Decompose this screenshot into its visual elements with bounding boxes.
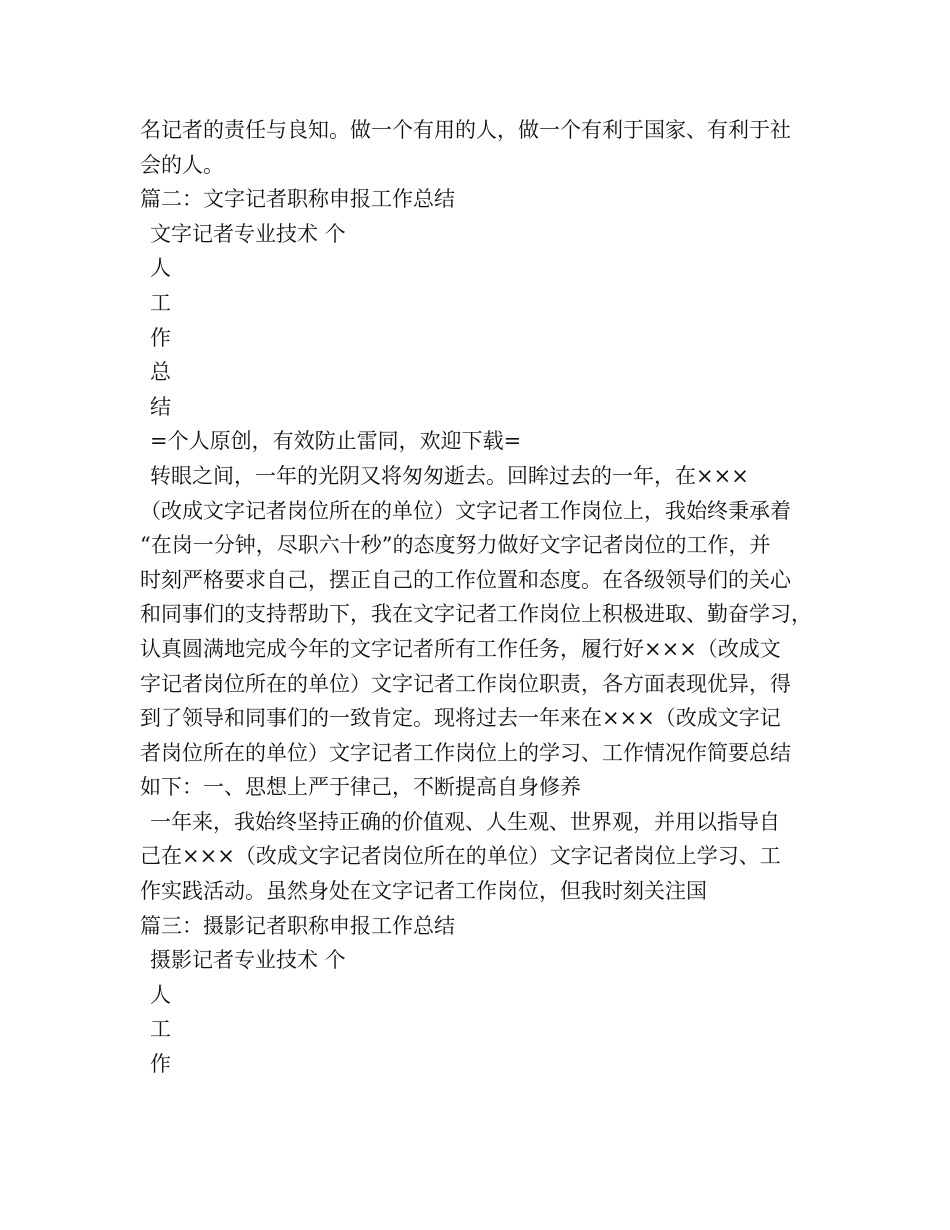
text-line: 结 (150, 394, 171, 419)
text-line: 工 (150, 1017, 171, 1042)
text-line: 时刻严格要求自己，摆正自己的工作位置和态度。在各级领导们的关心 (140, 567, 791, 592)
text-line: 文字记者专业技术 个 (150, 221, 346, 246)
text-line: 总 (150, 360, 171, 385)
section-heading: 篇二：文字记者职称申报工作总结 (140, 187, 455, 212)
text-line: 转眼之间，一年的光阴又将匆匆逝去。回眸过去的一年，在××× (150, 463, 749, 488)
text-line: 工 (150, 290, 171, 315)
text-line: 到了领导和同事们的一致肯定。现将过去一年来在×××（改成文字记 (140, 706, 781, 731)
text-line: 己在×××（改成文字记者岗位所在的单位）文字记者岗位上学习、工 (140, 844, 781, 869)
text-line: 人 (150, 982, 171, 1007)
text-line: 作 (150, 325, 171, 350)
text-line: 名记者的责任与良知。做一个有用的人，做一个有利于国家、有利于社 (140, 118, 791, 142)
text-line: “在岗一分钟，尽职六十秒”的态度努力做好文字记者岗位的工作，并 (140, 533, 771, 558)
text-line: 摄影记者专业技术 个 (150, 948, 346, 973)
text-line: 作 (150, 1052, 171, 1077)
text-line: 者岗位所在的单位）文字记者工作岗位上的学习、工作情况作简要总结 (140, 740, 791, 765)
text-line: 字记者岗位所在的单位）文字记者工作岗位职责，各方面表现优异，得 (140, 671, 791, 696)
text-line: =个人原创，有效防止雷同，欢迎下载= (150, 429, 522, 454)
section-heading: 篇三：摄影记者职称申报工作总结 (140, 913, 455, 938)
text-line: 作实践活动。虽然身处在文字记者工作岗位，但我时刻关注国 (140, 879, 707, 904)
text-line: 认真圆满地完成今年的文字记者所有工作任务，履行好×××（改成文 (140, 636, 781, 661)
document-body (140, 113, 820, 1082)
text-line: （改成文字记者岗位所在的单位）文字记者工作岗位上，我始终秉承着 (140, 498, 791, 523)
text-line: 一年来，我始终坚持正确的价值观、人生观、世界观，并用以指导自 (150, 809, 780, 834)
text-line: 和同事们的支持帮助下，我在文字记者工作岗位上积极进取、勤奋学习， (140, 602, 812, 627)
text-line: 人 (150, 256, 171, 281)
text-line: 会的人。 (140, 152, 224, 177)
text-line: 如下：一、思想上严于律己，不断提高自身修养 (140, 775, 581, 800)
